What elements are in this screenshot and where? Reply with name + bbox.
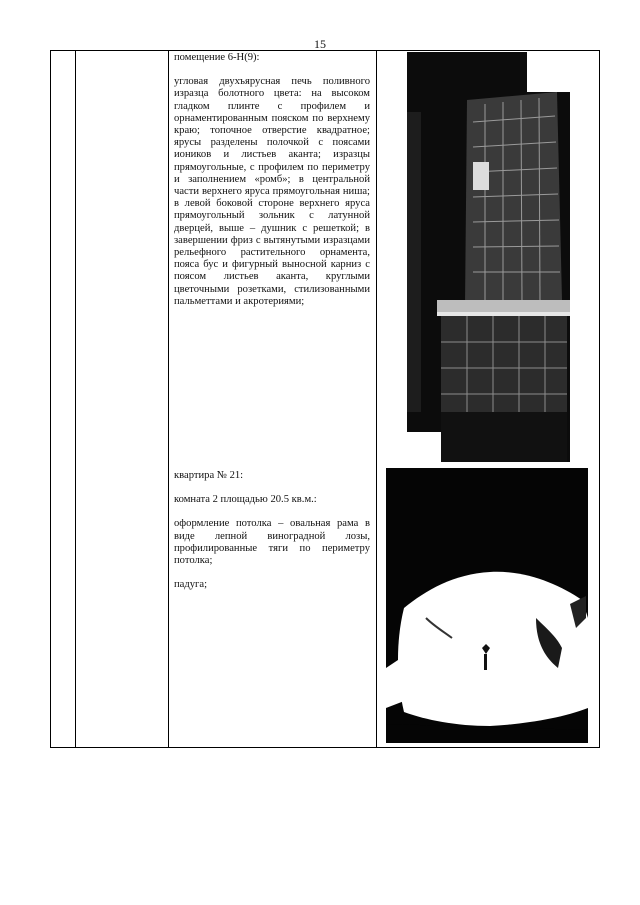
entry-description: оформление потолка – овальная рама в виде лепной виноградной лозы, профилированные тяги по периметру потолка; [174,518,370,567]
photo-tiled-stove [407,52,570,462]
entry-subheading: комната 2 площадью 20.5 кв.м.: [174,494,317,506]
entry-description: угловая двухъярусная печь поливного изразца болотного цвета: на высоком гладком плинте с профилем и орнаментированным пояском по верхнему краю; топочное отверстие квадратное; ярусы разделены полочкой с поясами иоников и листьев аканта; изразцы прямоугольные, с профилем по периметру и заполнением «ромб»; в центральной части верхнего яруса прямоугольная ниша; в левой боковой стороне верхнего яруса прямоугольный зольник с латунной дверцей, выше – душник с решеткой; в завершении фриз с вытянутыми изразцами рельефного растительного орнамента, пояса бус и фигурный выносной карниз с поясом листьев аканта, круглыми цветочными розетками, стилизованными пальметтами и акротериями; [174,76,370,307]
column-divider [168,51,169,747]
entry-heading: квартира № 21: [174,470,244,481]
entry-item: падуга; [174,579,208,591]
column-divider [376,51,377,747]
column-divider [75,51,76,747]
photo-ceiling [386,468,588,743]
page-number: 15 [314,37,326,51]
entry-apartment-text [174,470,370,591]
entry-stove-text [174,52,370,308]
entry-heading: помещение 6-Н(9): [174,52,260,63]
